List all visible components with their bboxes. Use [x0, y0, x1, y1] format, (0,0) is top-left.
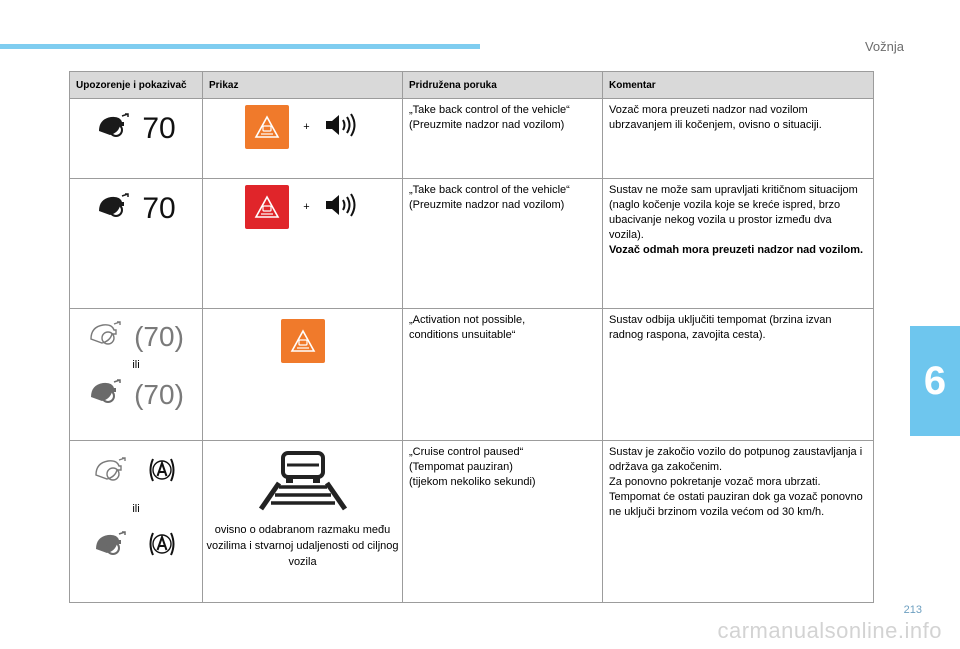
column-header: Prikaz [203, 72, 403, 99]
auto-distance-icon [145, 455, 179, 490]
page-number: 213 [903, 604, 922, 616]
column-header: Pridružena poruka [403, 72, 603, 99]
indicator-cell [70, 441, 203, 603]
table-row [70, 99, 874, 179]
plus-sign: + [303, 200, 310, 213]
message-cell: „Activation not possible, conditions unsuitable“ [403, 309, 603, 441]
cruise-control-grey-icon [93, 531, 127, 562]
display-cell [203, 99, 403, 179]
set-speed-grey: (70) [134, 321, 184, 352]
cruise-control-outline-icon [88, 321, 122, 352]
indicator-cell [70, 309, 203, 441]
or-label: ili [132, 359, 140, 371]
set-speed-grey: (70) [134, 379, 184, 410]
indicator-cell [70, 99, 203, 179]
section-title: Vožnja [864, 39, 904, 54]
display-cell [203, 309, 403, 441]
display-note: ovisno o odabranom razmaku među vozilima i stvarnoj udaljenosti od ciljnog vozila [206, 524, 399, 568]
comment-bold-text: Vozač odmah mora preuzeti nadzor nad vozilom. [609, 244, 864, 256]
orange-collision-warning-icon [281, 319, 325, 363]
distance-display-icon [203, 449, 402, 516]
audible-signal-icon [324, 192, 360, 223]
auto-distance-icon [145, 529, 179, 564]
comment-cell: Sustav odbija uključiti tempomat (brzina izvan radnog raspona, zavojita cesta). [603, 309, 874, 441]
table-row [70, 441, 874, 603]
message-cell: „Take back control of the vehicle“ (Preuzmite nadzor nad vozilom) [403, 99, 603, 179]
column-header: Komentar [603, 72, 874, 99]
watermark: carmanualsonline.info [717, 618, 942, 643]
display-cell [203, 179, 403, 309]
comment-cell: Sustav je zakočio vozilo do potpunog zaustavljanja i održava ga zakočenim. Za ponovno pokretanje vozač mora ubrzati. Tempomat će ostati pauziran dok ga vozač ponovno ne uključi brzinom vozila većom od 30 km/h. [603, 441, 874, 603]
chapter-tab [910, 326, 960, 436]
column-header: Upozorenje i pokazivač [70, 72, 203, 99]
plus-sign: + [303, 120, 310, 133]
message-cell: „Take back control of the vehicle“ (Preuzmite nadzor nad vozilom) [403, 179, 603, 309]
cruise-control-grey-icon [88, 379, 122, 410]
message-cell: „Cruise control paused“ (Tempomat pauziran) (tijekom nekoliko sekundi) [403, 441, 603, 603]
chapter-number: 6 [923, 358, 947, 403]
table-row [70, 179, 874, 309]
warning-table [69, 71, 874, 603]
or-label: ili [132, 503, 140, 515]
table-header-row [70, 72, 874, 99]
comment-cell [603, 179, 874, 309]
comment-text: Sustav ne može sam upravljati kritičnom situacijom (naglo kočenje vozila koje se kreće ispred, brzo ubacivanje nekog vozila u prostor između dva vozila). [609, 184, 858, 241]
audible-signal-icon [324, 112, 360, 143]
speed-value: 70 [142, 112, 176, 145]
orange-collision-warning-icon [245, 105, 289, 149]
cruise-control-outline-icon [93, 457, 127, 488]
indicator-cell [70, 179, 203, 309]
top-accent-bar [0, 44, 480, 49]
speed-value: 70 [142, 192, 176, 225]
display-cell [203, 441, 403, 603]
table-row [70, 309, 874, 441]
red-collision-warning-icon [245, 185, 289, 229]
cruise-control-dark-icon [96, 193, 130, 224]
cruise-control-dark-icon [96, 113, 130, 144]
comment-cell: Vozač mora preuzeti nadzor nad vozilom ubrzavanjem ili kočenjem, ovisno o situaciji. [603, 99, 874, 179]
